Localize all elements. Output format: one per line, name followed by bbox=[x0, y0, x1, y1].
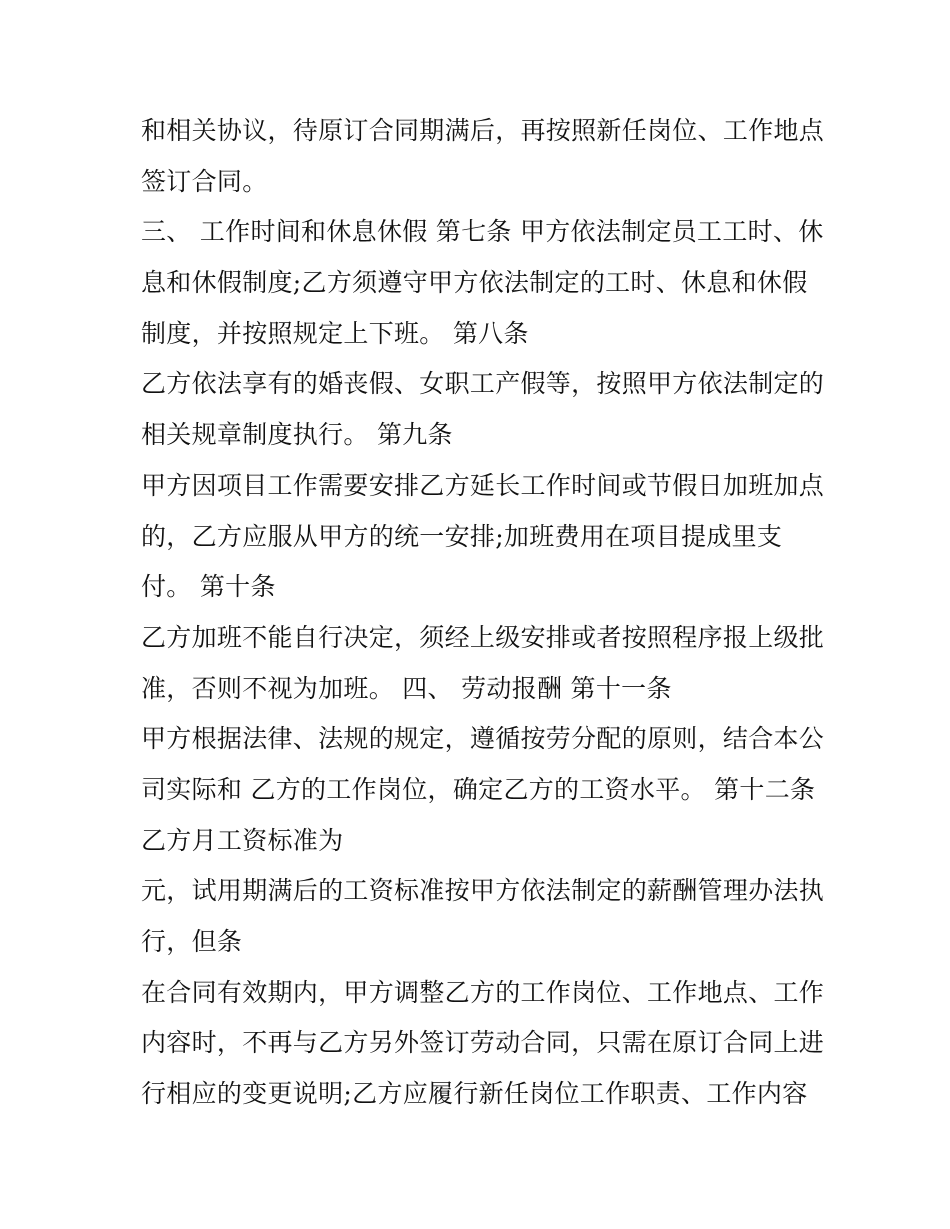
text-line-2: 签订合同。 bbox=[141, 166, 268, 196]
text-line-3: 三、 工作时间和休息休假 第七条 甲方依法制定员工工时、休 bbox=[141, 217, 824, 247]
text-line-7: 相关规章制度执行。 第九条 bbox=[141, 420, 453, 450]
text-line-6: 乙方依法享有的婚丧假、女职工产假等，按照甲方依法制定的 bbox=[141, 369, 825, 399]
text-line-16: 元，试用期满后的工资标准按甲方依法制定的薪酬管理办法执 bbox=[141, 876, 825, 906]
text-line-10: 付。 第十条 bbox=[141, 572, 276, 602]
text-line-12: 准，否则不视为加班。 四、 劳动报酬 第十一条 bbox=[141, 673, 672, 703]
text-line-11: 乙方加班不能自行决定，须经上级安排或者按照程序报上级批 bbox=[141, 622, 825, 652]
text-line-14: 司实际和 乙方的工作岗位，确定乙方的工资水平。 第十二条 bbox=[141, 774, 816, 804]
text-line-13: 甲方根据法律、法规的规定，遵循按劳分配的原则，结合本公 bbox=[141, 724, 825, 754]
text-line-4: 息和休假制度;乙方须遵守甲方依法制定的工时、休息和休假 bbox=[141, 268, 808, 298]
text-line-9: 的，乙方应服从甲方的统一安排;加班费用在项目提成里支 bbox=[141, 521, 783, 551]
text-line-17: 行，但条 bbox=[141, 927, 243, 956]
text-line-5: 制度，并按照规定上下班。 第八条 bbox=[141, 318, 529, 348]
document-body bbox=[141, 106, 841, 1120]
text-line-1: 和相关协议，待原订合同期满后，再按照新任岗位、工作地点 bbox=[141, 116, 825, 145]
text-line-18: 在合同有效期内，甲方调整乙方的工作岗位、工作地点、工作 bbox=[141, 977, 825, 1007]
text-line-15: 乙方月工资标准为 bbox=[141, 825, 344, 855]
text-line-8: 甲方因项目工作需要安排乙方延长工作时间或节假日加班加点 bbox=[141, 470, 825, 500]
text-line-19: 内容时，不再与乙方另外签订劳动合同，只需在原订合同上进 bbox=[141, 1028, 825, 1058]
text-line-20: 行相应的变更说明;乙方应履行新任岗位工作职责、工作内容 bbox=[141, 1079, 808, 1109]
